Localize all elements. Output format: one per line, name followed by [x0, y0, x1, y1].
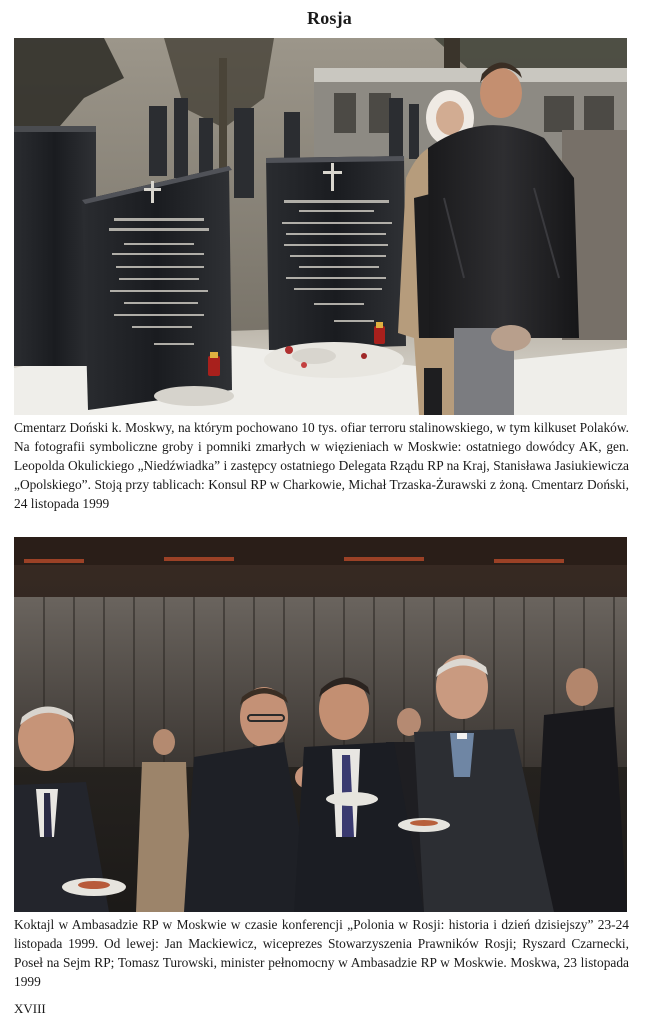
page-number: XVIII [14, 1001, 46, 1016]
cemetery-photo-caption: Cmentarz Doński k. Moskwy, na którym pochowano 10 tys. ofiar terroru stalinowskiego, w tym kilkuset Polaków. Na fotografii symboliczne groby i pomniki zmarłych w więzieniach w Moskwie: ostatniego dowódcy AK, gen. Leopolda Okulickiego „Niedźwiadka” i zastępcy ostatniego Delegata Rządu RP na Kraj, Stanisława Jasiukiewicza „Opolskiego”. Stoją przy tablicach: Konsul RP w Charkowie, Michał Trzaska-Żurawski z żoną. Cmentarz Doński, 24 listopada 1999 [14, 420, 629, 511]
jasiukiewicz-memorial-tablet [266, 156, 406, 350]
page-title: Rosja [307, 8, 352, 28]
embassy-reception-photo [14, 537, 627, 912]
embassy-reception-photo-caption: Koktajl w Ambasadzie RP w Moskwie w czasie konferencji „Polonia w Rosji: historia i dzień dzisiejszy” 23-24 listopada 1999. Od lewej: Jan Mackiewicz, wiceprezes Stowarzyszenia Prawników Rosji; Ryszard Czarnecki, Poseł na Sejm RP; Tomasz Turowski, minister pełnomocny w Ambasadzie RP w Moskwie. Moskwa, 23 listopada 1999 [14, 917, 629, 989]
cemetery-photo [14, 38, 627, 415]
